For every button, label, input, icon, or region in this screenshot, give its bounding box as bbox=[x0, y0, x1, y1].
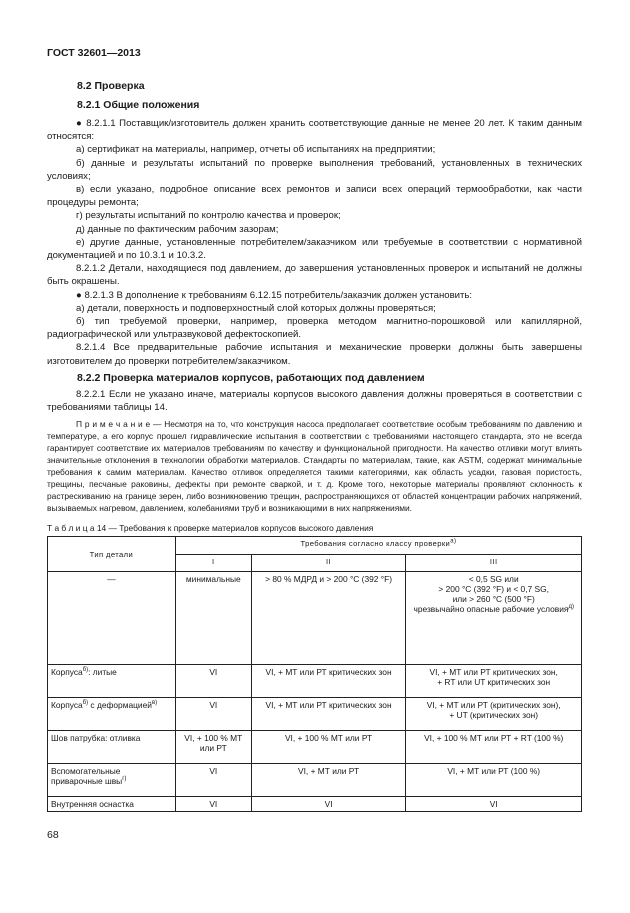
table-row bbox=[48, 731, 582, 764]
paragraph-group-8-2-1 bbox=[47, 117, 582, 368]
section-heading-8-2-2: 8.2.2 Проверка материалов корпусов, работающих под давлением bbox=[77, 371, 425, 384]
note-text: — Несмотря на то, что конструкция насоса предполагает соответствие особым требованиям по давлению и температуре, а его корпус прошел гидравлические испытания в соответствии с требованиями настоящего стандарта, это не всегда гарантирует соответствие их материалов требованиям по качеству и функциональной пригодности. На качество отливки могут влиять значительные отклонения в технологии обработки материалов. Стандарты по материалам, такие, как ASTM, содержат минимальные требования к самим материалам. Качество отливок определяется такими категориями, как область усадки, газовая пористость, трещины, песчаные раковины, дефекты при ремонте сваркой, и т. д. Кроме того, некоторые материалы проявляют склонность к растрескиванию на границе зерен, либо возникновению трещин, распространяющихся от областей концентрации рабочих напряжений, вызываемых нагревом, давлением, колебаниями труб и возникающими в них напряжениями. bbox=[47, 419, 582, 514]
note-label: П р и м е ч а н и е bbox=[76, 419, 151, 430]
table-row bbox=[48, 698, 582, 731]
column-header-group bbox=[175, 537, 581, 555]
cell-type bbox=[48, 665, 176, 698]
page-number: 68 bbox=[47, 829, 59, 841]
cell-class-1: минимальные bbox=[175, 572, 251, 665]
cell-class-3: VI, + 100 % МТ или РТ + RT (100 %) bbox=[406, 731, 582, 764]
cell-class-2: VI, + 100 % МТ или РТ bbox=[251, 731, 406, 764]
paragraph: а) сертификат на материалы, например, отчеты об испытаниях на предприятии; bbox=[76, 144, 436, 156]
column-header-class-2: II bbox=[251, 554, 406, 572]
inspection-table bbox=[47, 536, 582, 812]
cell-type-tail: с деформацией bbox=[88, 700, 152, 711]
cell-type-text: Корпуса bbox=[51, 667, 83, 678]
page-content bbox=[47, 79, 582, 812]
cell-line: + RT или UT критических зон bbox=[437, 677, 551, 688]
table-row bbox=[48, 572, 582, 665]
cell-class-3: VI bbox=[406, 797, 582, 812]
table-row bbox=[48, 665, 582, 698]
cell-line: или > 260 °С (500 °F) bbox=[452, 594, 535, 605]
footnote-mark: в) bbox=[151, 700, 158, 707]
paragraph-8-2-2-1: 8.2.2.1 Если не указано иначе, материалы корпусов высокого давления должны проверяться в соответствии с требованиями таблицы 14. bbox=[47, 388, 582, 414]
cell-type-text: Вспомогательные приварочные швы bbox=[51, 766, 123, 787]
cell-class-1: VI bbox=[175, 698, 251, 731]
cell-line: > 200 °С (392 °F) и < 0,7 SG, bbox=[438, 584, 549, 595]
column-header-group-text: Требования согласно классу проверки bbox=[300, 539, 451, 549]
table-title-label: Т а б л и ц а 14 bbox=[47, 523, 107, 534]
section-heading-8-2: 8.2 Проверка bbox=[77, 80, 145, 92]
footnote-mark: a) bbox=[450, 538, 457, 545]
cell-class-1: VI bbox=[175, 665, 251, 698]
paragraph: е) другие данные, установленные потребителем/заказчиком или требуемые в соответствии с нормативной документацией и по 10.3.1 и 10.3.2. bbox=[47, 236, 582, 262]
cell-class-1: VI bbox=[175, 797, 251, 812]
cell-line: + UT (критических зон) bbox=[449, 710, 539, 721]
column-header-type: Тип детали bbox=[48, 537, 176, 572]
cell-class-1: VI bbox=[175, 764, 251, 797]
table-title bbox=[47, 523, 582, 533]
paragraph: 8.2.1.2 Детали, находящиеся под давлением, до завершения установленных проверок и испытаний не должны быть окрашены. bbox=[47, 263, 582, 288]
cell-class-2: VI, + МТ или РТ bbox=[251, 764, 406, 797]
cell-line bbox=[409, 604, 578, 614]
cell-line: VI, + МТ или РТ (критических зон), bbox=[426, 700, 561, 711]
cell-class-1: VI, + 100 % МТ или РТ bbox=[175, 731, 251, 764]
cell-type: — bbox=[48, 572, 176, 665]
footnote-mark: г) bbox=[122, 776, 127, 783]
paragraph: а) детали, поверхность и подповерхностный слой которых должны проверяться; bbox=[76, 302, 436, 314]
column-header-class-1: I bbox=[175, 554, 251, 572]
cell-class-2: > 80 % МДРД и > 200 °С (392 °F) bbox=[251, 572, 406, 665]
paragraph: 8.2.1.4 Все предварительные рабочие испытания и механические проверки должны быть завершены изготовителем до проверки потребителем/заказчиком. bbox=[47, 342, 582, 367]
cell-type-text: Корпуса bbox=[51, 700, 83, 711]
paragraph: д) данные по фактическим рабочим зазорам; bbox=[76, 223, 279, 235]
cell-type bbox=[48, 764, 176, 797]
footnote-mark: б) bbox=[82, 700, 89, 707]
table-header-row bbox=[48, 537, 582, 555]
column-header-class-3: III bbox=[406, 554, 582, 572]
footnote-mark: д) bbox=[568, 604, 574, 611]
cell-class-3 bbox=[406, 572, 582, 665]
paragraph: ● 8.2.1.1 Поставщик/изготовитель должен хранить соответствующие данные не менее 20 лет. К таким данным относятся: bbox=[47, 118, 582, 143]
cell-class-2: VI, + МТ или РТ критических зон bbox=[251, 665, 406, 698]
cell-line: VI, + МТ или РТ критических зон, bbox=[429, 667, 558, 678]
paragraph: б) тип требуемой проверки, например, проверка методом магнитно-порошковой или капиллярной, радиографической или ультразвуковой дефектоскопией. bbox=[47, 316, 582, 341]
cell-type: Внутренняя оснастка bbox=[48, 797, 176, 812]
cell-line: < 0,5 SG или bbox=[468, 574, 519, 585]
cell-class-2: VI bbox=[251, 797, 406, 812]
paragraph: б) данные и результаты испытаний по проверке выполнения требований, установленных в технических условиях; bbox=[47, 157, 582, 182]
cell-class-3 bbox=[406, 665, 582, 698]
table-title-text: — Требования к проверке материалов корпусов высокого давления bbox=[106, 523, 374, 534]
footnote-mark: б) bbox=[82, 667, 89, 674]
cell-type bbox=[48, 698, 176, 731]
document-header: ГОСТ 32601—2013 bbox=[47, 47, 141, 59]
section-heading-8-2-1: 8.2.1 Общие положения bbox=[77, 99, 200, 111]
cell-class-3 bbox=[406, 698, 582, 731]
paragraph: г) результаты испытаний по контролю качества и проверок; bbox=[76, 210, 341, 222]
paragraph: в) если указано, подробное описание всех ремонтов и записи всех операций термообработки, как части процедуры ремонта; bbox=[47, 184, 582, 209]
cell-type: Шов патрубка: отливка bbox=[48, 731, 176, 764]
paragraph: ● 8.2.1.3 В дополнение к требованиям 6.12.15 потребитель/заказчик должен установить: bbox=[76, 289, 473, 301]
table-row bbox=[48, 797, 582, 812]
note bbox=[47, 418, 582, 514]
cell-class-3: VI, + МТ или РТ (100 %) bbox=[406, 764, 582, 797]
cell-line-text: чрезвычайно опасные рабочие условия bbox=[413, 604, 569, 615]
table-row bbox=[48, 764, 582, 797]
cell-type-tail: : литые bbox=[88, 667, 117, 678]
cell-class-2: VI, + МТ или РТ критических зон bbox=[251, 698, 406, 731]
